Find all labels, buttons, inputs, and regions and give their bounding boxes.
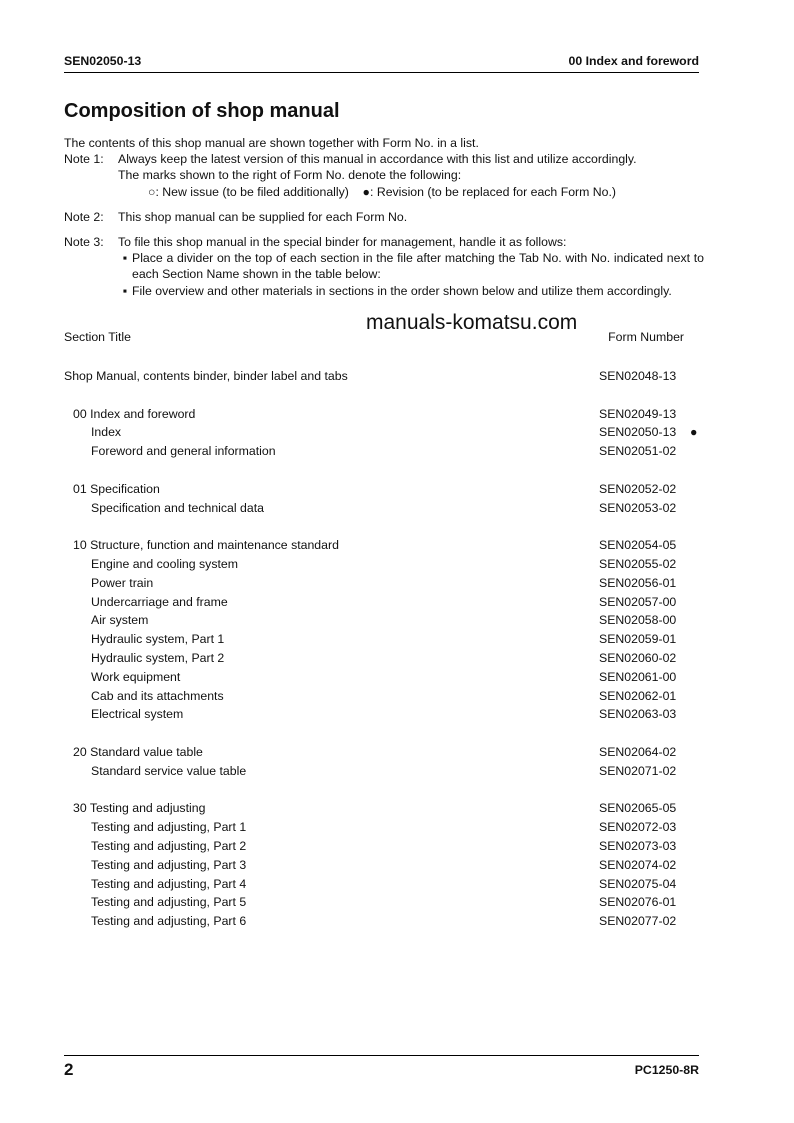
new-issue-mark-icon: ○: [148, 184, 156, 199]
form-number: SEN02057-00: [599, 594, 677, 609]
section-title: 30 Testing and adjusting: [73, 801, 206, 816]
section-title: Testing and adjusting, Part 1: [91, 820, 247, 835]
spacer: [64, 461, 704, 480]
note-text: To file this shop manual in the special binder for management, handle it as follows:: [118, 235, 567, 250]
intro-text: The contents of this shop manual are shown together with Form No. in a list.: [64, 136, 479, 150]
table-row: [64, 593, 704, 612]
table-row: [64, 649, 704, 668]
section-title: Cab and its attachments: [91, 688, 224, 703]
table-row: [64, 499, 704, 518]
form-number: SEN02075-04: [599, 876, 677, 891]
section-title: Hydraulic system, Part 2: [91, 650, 225, 665]
watermark: manuals-komatsu.com: [366, 311, 578, 334]
form-number: SEN02058-00: [599, 613, 677, 628]
note-label: Note 2:: [64, 209, 104, 224]
page-number: 2: [64, 1060, 74, 1079]
table-row: [64, 423, 704, 442]
table-row: [64, 536, 704, 555]
table-row: [64, 405, 704, 424]
section-title: Testing and adjusting, Part 4: [91, 876, 247, 891]
table-row: [64, 611, 704, 630]
model-number: PC1250-8R: [634, 1063, 699, 1077]
section-title: Testing and adjusting, Part 5: [91, 895, 247, 910]
revision-mark-icon: ●: [690, 425, 698, 440]
bullet-icon: ▪: [122, 251, 128, 266]
bullet-text: Place a divider on the top of each section in the file after matching the Tab No. with No. indicated next to each Section Name shown in the table below:: [132, 251, 704, 282]
form-number: SEN02049-13: [599, 406, 677, 421]
note-text: The marks shown to the right of Form No. denote the following:: [118, 168, 462, 183]
revision-mark-icon: ●: [362, 184, 370, 199]
form-number: SEN02076-01: [599, 895, 677, 910]
table-row: [64, 555, 704, 574]
contents-table: [64, 367, 704, 931]
header-form-number: SEN02050-13: [64, 54, 142, 68]
table-row: [64, 856, 704, 875]
table-row: [64, 668, 704, 687]
section-title: 10 Structure, function and maintenance standard: [73, 538, 339, 553]
table-row: [64, 630, 704, 649]
form-number: SEN02074-02: [599, 857, 677, 872]
form-number: SEN02061-00: [599, 669, 677, 684]
table-row: [64, 762, 704, 781]
form-number: SEN02048-13: [599, 369, 677, 383]
section-title: Work equipment: [91, 669, 181, 684]
table-row: [64, 705, 704, 724]
spacer: [64, 386, 704, 405]
form-number: SEN02053-02: [599, 500, 677, 515]
column-section-title: Section Title: [64, 330, 131, 344]
table-row: [64, 743, 704, 762]
spacer: [64, 781, 704, 800]
section-title: Standard service value table: [91, 763, 247, 778]
page-header: [64, 54, 699, 73]
section-title: Electrical system: [91, 707, 184, 722]
table-row: [64, 574, 704, 593]
table-row: [64, 799, 704, 818]
spacer: [64, 517, 704, 536]
intro-notes: [64, 135, 704, 299]
form-number: SEN02071-02: [599, 763, 677, 778]
section-title: Foreword and general information: [91, 444, 276, 459]
table-row: [64, 893, 704, 912]
note-label: Note 3:: [64, 235, 104, 250]
revision-legend: : Revision (to be replaced for each Form No.): [369, 184, 617, 199]
section-title: 20 Standard value table: [73, 744, 203, 759]
header-section: 00 Index and foreword: [568, 54, 699, 68]
section-title: Air system: [91, 613, 149, 628]
bullet-text: File overview and other materials in sections in the order shown below and utilize them accordingly.: [132, 283, 672, 298]
form-number: SEN02073-03: [599, 838, 677, 853]
column-form-number: Form Number: [608, 330, 684, 344]
form-number: SEN02051-02: [599, 444, 677, 459]
table-row: [64, 818, 704, 837]
table-row: [64, 875, 704, 894]
form-number: SEN02062-01: [599, 688, 677, 703]
form-number: SEN02072-03: [599, 820, 677, 835]
section-title: Power train: [91, 575, 154, 590]
section-title: 01 Specification: [73, 481, 160, 496]
form-number: SEN02059-01: [599, 632, 677, 647]
form-number: SEN02063-03: [599, 707, 677, 722]
mark-legend: [64, 184, 704, 200]
section-title: Specification and technical data: [91, 500, 264, 515]
section-title: Engine and cooling system: [91, 556, 238, 571]
section-title: Hydraulic system, Part 1: [91, 632, 225, 647]
form-number: SEN02050-13: [599, 425, 677, 440]
form-number: SEN02055-02: [599, 556, 677, 571]
note-text: Always keep the latest version of this manual in accordance with this list and utilize accordingly.: [118, 152, 637, 167]
form-number: SEN02064-02: [599, 744, 677, 759]
section-title: Shop Manual, contents binder, binder label and tabs: [64, 369, 348, 383]
table-row: [64, 687, 704, 706]
section-title: Testing and adjusting, Part 2: [91, 838, 247, 853]
note-text: This shop manual can be supplied for each Form No.: [118, 209, 408, 224]
note-label: Note 1:: [64, 152, 104, 167]
form-number: SEN02054-05: [599, 538, 677, 553]
bullet-icon: ▪: [122, 283, 128, 298]
page-title: Composition of shop manual: [64, 100, 340, 122]
form-number: SEN02065-05: [599, 801, 677, 816]
form-number: SEN02077-02: [599, 914, 677, 929]
table-row: [64, 367, 704, 386]
section-title: 00 Index and foreword: [73, 406, 196, 421]
table-row: [64, 837, 704, 856]
section-title: Testing and adjusting, Part 6: [91, 914, 247, 929]
form-number: SEN02056-01: [599, 575, 677, 590]
table-row: [64, 442, 704, 461]
form-number: SEN02052-02: [599, 481, 677, 496]
table-row: [64, 480, 704, 499]
section-title: Index: [91, 425, 122, 440]
footer-rule: [64, 1055, 699, 1056]
table-row: [64, 912, 704, 931]
table-header: [64, 330, 684, 344]
section-title: Testing and adjusting, Part 3: [91, 857, 247, 872]
new-issue-legend: : New issue (to be filed additionally): [155, 184, 349, 199]
spacer: [64, 724, 704, 743]
form-number: SEN02060-02: [599, 650, 677, 665]
section-title: Undercarriage and frame: [91, 594, 228, 609]
